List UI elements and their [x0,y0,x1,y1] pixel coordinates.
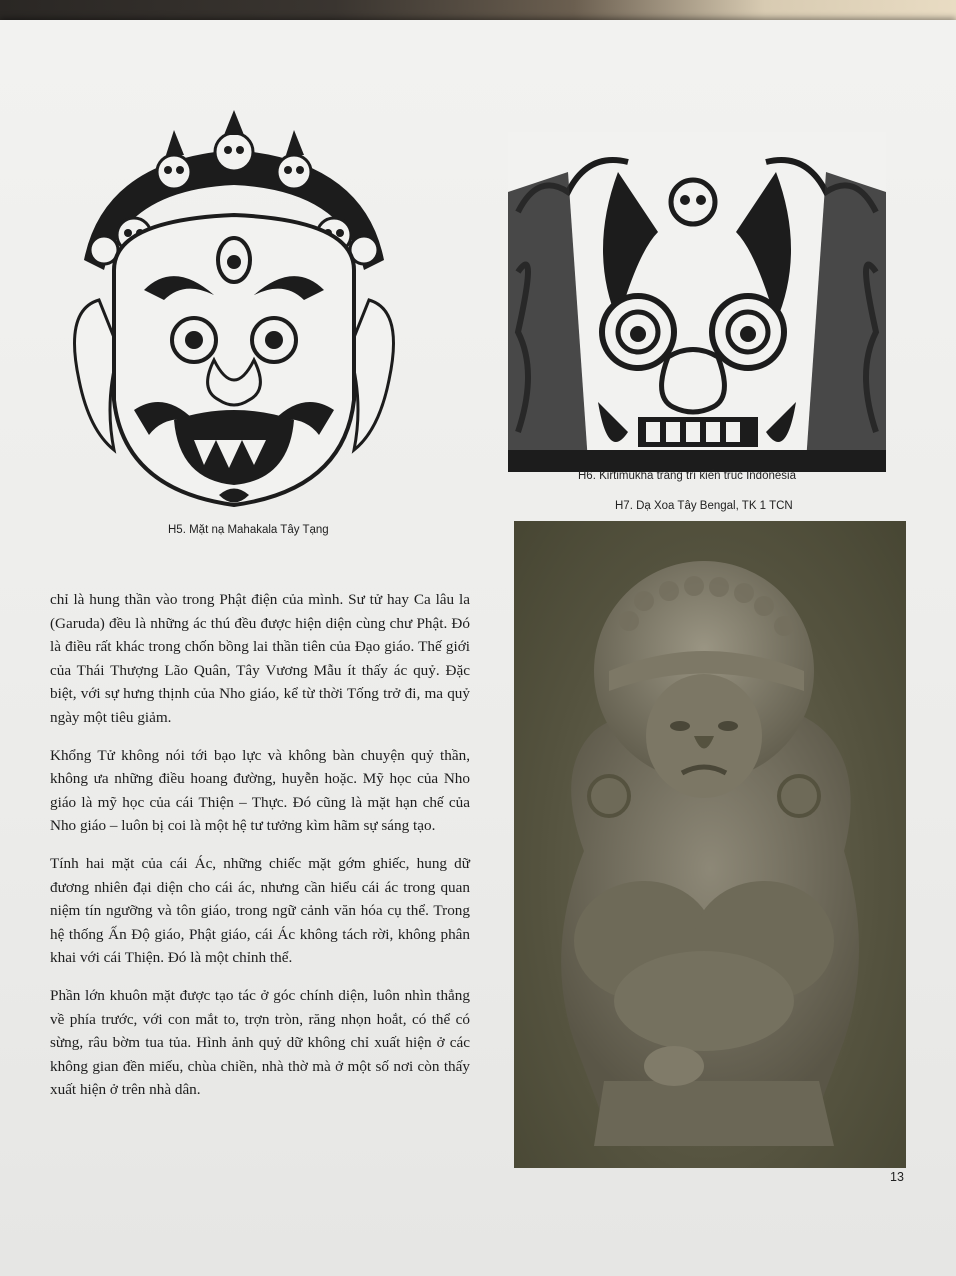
paragraph: chỉ là hung thần vào trong Phật điện của mình. Sư tử hay Ca lâu la (Garuda) đều là những ác thú đều được hiện diện cùng chư Phật. Đó là điều rất khác trong chốn bồng lai thần tiên của Đạo giáo. Thế giới của Thái Thượng Lão Quân, Tây Vương Mẫu ít thấy ác quỷ. Đặc biệt, với sự hưng thịnh của Nho giáo, kể từ thời Tống trở đi, ma quỷ ngày một tiêu giảm. [50,591,470,726]
page-number: 13 [890,1170,904,1184]
figure-caption-h7: H7. Dạ Xoa Tây Bengal, TK 1 TCN [615,500,793,512]
book-page [0,20,956,1276]
paragraph: Khổng Tử không nói tới bạo lực và không bàn chuyện quỷ thần, không ưa những điều hoang đường, huyễn hoặc. Mỹ học của Nho giáo là mỹ học của cái Thiện – Thực. Đó cũng là mặt hạn chế của Nho giáo – luôn bị coi là một hệ tư tưởng kìm hãm sự sáng tạo. [50,746,470,835]
kirtimukha-relief-drawing [508,132,886,472]
yaksha-stone-statue-photo [514,521,906,1168]
paragraph: Tính hai mặt của cái Ác, những chiếc mặt gớm ghiếc, hung dữ đương nhiên đại diện cho cái ác, nhưng cần hiểu cái ác trong quan niệm tín ngưỡng và tôn giáo, trong ngữ cảnh văn hóa cụ thể. Trong hệ thống Ấn Độ giáo, Phật giáo, cái Ác không tách rời, không phân khai với cái Thiện. Đó là một chỉnh thể. [50,854,470,967]
figure-caption-h6: H6. Kirtimukha trang trí kiến trúc Indonesia [578,470,796,482]
mahakala-mask-drawing [44,100,424,520]
article-body [50,588,470,1116]
paragraph: Phần lớn khuôn mặt được tạo tác ở góc chính diện, luôn nhìn thẳng về phía trước, với con mắt to, trợn tròn, răng nhọn hoắt, có thể có sừng, râu bờm tua tủa. Hình ảnh quỷ dữ không chỉ xuất hiện ở các không gian đền miếu, chùa chiền, nhà thờ mà ở một số nơi còn thấy xuất hiện ở trên nhà dân. [50,986,470,1099]
figure-caption-h5: H5. Mặt nạ Mahakala Tây Tạng [168,524,329,536]
